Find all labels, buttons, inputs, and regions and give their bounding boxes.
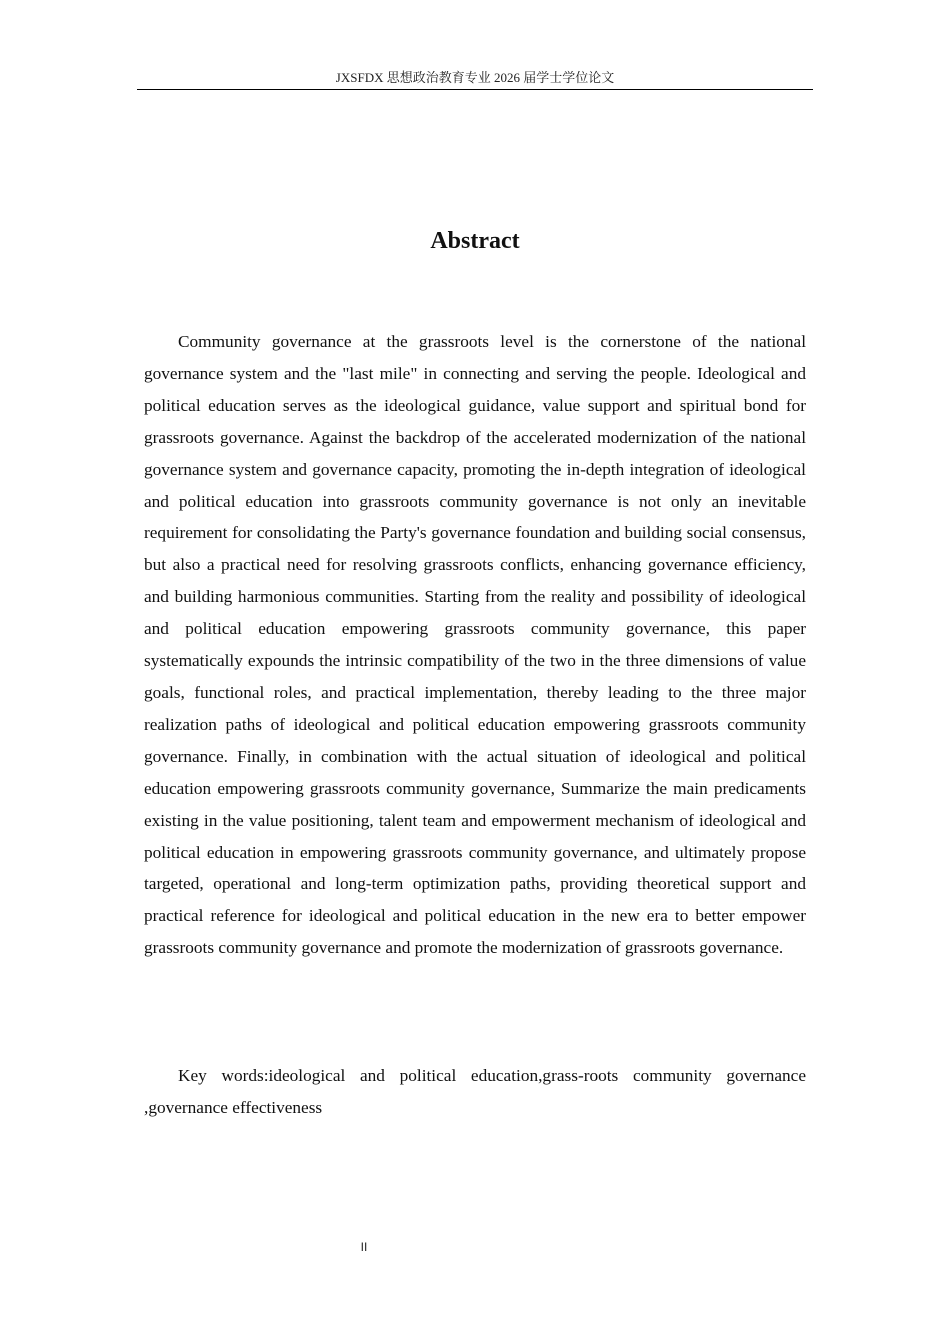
keywords: Key words:ideological and political education,grass-roots community governance ,governance effectiveness — [144, 1066, 806, 1117]
abstract-body: Community governance at the grassroots level is the cornerstone of the national governance system and the "last mile" in connecting and serving the people. Ideological and political education serves as the ideological guidance, value support and spiritual bond for grassroots governance. Against the backdrop of the accelerated modernization of the national governance system and governance capacity, promoting the in-depth integration of ideological and political education into grassroots community governance is not only an inevitable requirement for consolidating the Party's governance foundation and building social consensus, but also a practical need for resolving grassroots conflicts, enhancing governance efficiency, and building harmonious communities. Starting from the reality and possibility of ideological and political education empowering grassroots community governance, this paper systematically expounds the intrinsic compatibility of the two in the three dimensions of value goals, functional roles, and practical implementation, thereby leading to the three major realization paths of ideological and political education empowering grassroots community governance. Finally, in combination with the actual situation of ideological and political education empowering grassroots community governance, Summarize the main predicaments existing in the value positioning, talent team and empowerment mechanism of ideological and political education in empowering grassroots community governance, and ultimately propose targeted, operational and long-term optimization paths, providing theoretical support and practical reference for ideological and political education in the new era to better empower grassroots community governance and promote the modernization of grassroots governance. — [144, 332, 806, 958]
abstract-title: Abstract — [430, 228, 520, 254]
page-number: II — [360, 1240, 368, 1254]
page-header: JXSFDX 思想政治教育专业 2026 届学士学位论文 — [137, 68, 813, 90]
